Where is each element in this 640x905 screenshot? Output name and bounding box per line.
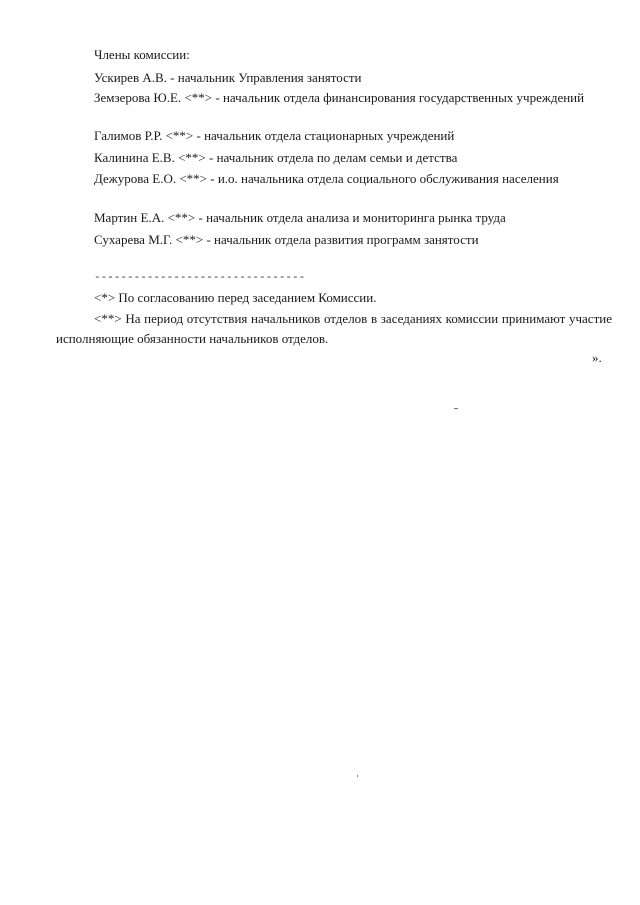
member-line-7: Сухарева М.Г. <**> - начальник отдела развития программ занятости — [94, 232, 479, 247]
commission-members-heading: Члены комиссии: — [94, 47, 190, 62]
closing-quote: ». — [592, 350, 602, 365]
footnote-1: <*> По согласованию перед заседанием Комиссии. — [94, 290, 377, 305]
member-line-2: Земзерова Ю.Е. <**> - начальник отдела финансирования государственных учреждений — [94, 90, 585, 105]
footnote-2: <**> На период отсутствия начальников отделов в заседаниях комиссии принимают участие исполняющие обязанности начальников отделов. — [56, 311, 612, 346]
member-line-4: Калинина Е.В. <**> - начальник отдела по делам семьи и детства — [94, 150, 458, 165]
member-line-1: Ускирев А.В. - начальник Управления занятости — [94, 70, 362, 85]
member-line-5: Дежурова Е.О. <**> - и.о. начальника отдела социального обслуживания населения — [94, 171, 559, 186]
member-line-6: Мартин Е.А. <**> - начальник отдела анализа и мониторинга рынка труда — [94, 210, 506, 225]
footnote-separator: -------------------------------- — [94, 272, 306, 284]
scan-speck — [357, 775, 358, 777]
scan-speck — [454, 408, 458, 409]
member-line-3: Галимов Р.Р. <**> - начальник отдела стационарных учреждений — [94, 128, 455, 143]
